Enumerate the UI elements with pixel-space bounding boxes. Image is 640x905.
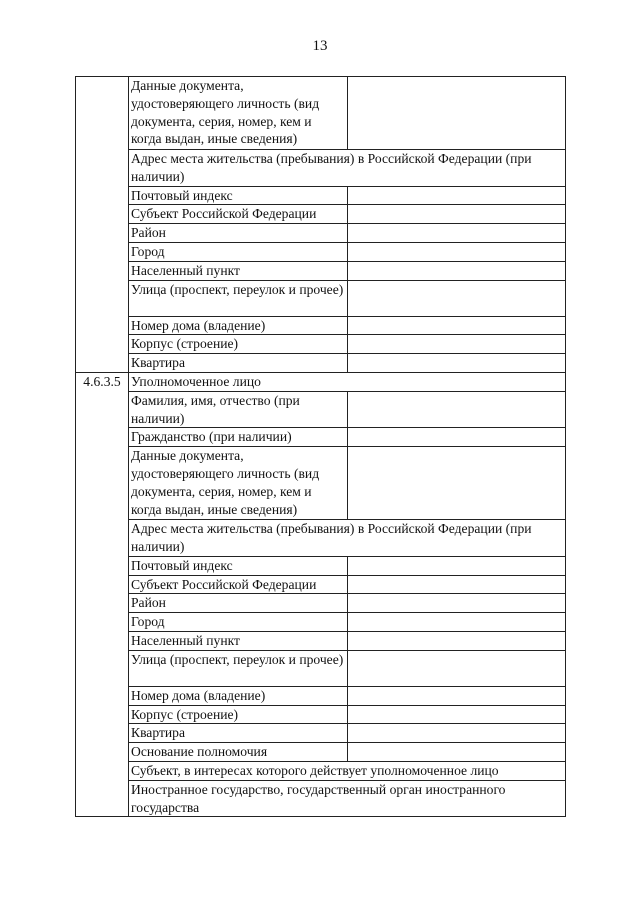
label-district: Район bbox=[129, 224, 348, 243]
field-settlement[interactable] bbox=[348, 261, 566, 280]
field-street-2[interactable] bbox=[348, 650, 566, 686]
label-district-2: Район bbox=[129, 594, 348, 613]
field-postal-index-2[interactable] bbox=[348, 556, 566, 575]
label-apartment: Квартира bbox=[129, 354, 348, 373]
label-fio: Фамилия, имя, отчество (при наличии) bbox=[129, 391, 348, 428]
row-number-cell bbox=[76, 77, 129, 373]
label-building-2: Корпус (строение) bbox=[129, 705, 348, 724]
label-building: Корпус (строение) bbox=[129, 335, 348, 354]
label-subject: Субъект Российской Федерации bbox=[129, 205, 348, 224]
field-subject-2[interactable] bbox=[348, 575, 566, 594]
field-doc-data[interactable] bbox=[348, 77, 566, 150]
label-city-2: Город bbox=[129, 613, 348, 632]
section-title: Уполномоченное лицо bbox=[129, 372, 566, 391]
label-subject-2: Субъект Российской Федерации bbox=[129, 575, 348, 594]
label-city: Город bbox=[129, 242, 348, 261]
field-city[interactable] bbox=[348, 242, 566, 261]
field-fio[interactable] bbox=[348, 391, 566, 428]
label-apartment-2: Квартира bbox=[129, 724, 348, 743]
label-foreign-state: Иностранное государство, государственный орган иностранного государства bbox=[129, 780, 566, 817]
section-number: 4.6.3.5 bbox=[76, 372, 129, 816]
label-basis: Основание полномочия bbox=[129, 743, 348, 762]
label-settlement-2: Населенный пункт bbox=[129, 631, 348, 650]
field-building[interactable] bbox=[348, 335, 566, 354]
label-street: Улица (проспект, переулок и прочее) bbox=[129, 280, 348, 316]
field-settlement-2[interactable] bbox=[348, 631, 566, 650]
field-basis[interactable] bbox=[348, 743, 566, 762]
label-citizenship: Гражданство (при наличии) bbox=[129, 428, 348, 447]
label-postal-index: Почтовый индекс bbox=[129, 186, 348, 205]
field-postal-index[interactable] bbox=[348, 186, 566, 205]
field-citizenship[interactable] bbox=[348, 428, 566, 447]
label-house: Номер дома (владение) bbox=[129, 316, 348, 335]
field-building-2[interactable] bbox=[348, 705, 566, 724]
field-doc-data-2[interactable] bbox=[348, 447, 566, 520]
field-district[interactable] bbox=[348, 224, 566, 243]
label-street-2: Улица (проспект, переулок и прочее) bbox=[129, 650, 348, 686]
field-subject[interactable] bbox=[348, 205, 566, 224]
label-settlement: Населенный пункт bbox=[129, 261, 348, 280]
field-city-2[interactable] bbox=[348, 613, 566, 632]
field-apartment[interactable] bbox=[348, 354, 566, 373]
page-number: 13 bbox=[312, 38, 328, 54]
field-apartment-2[interactable] bbox=[348, 724, 566, 743]
field-house-2[interactable] bbox=[348, 686, 566, 705]
label-address-header: Адрес места жительства (пребывания) в Российской Федерации (при наличии) bbox=[129, 150, 566, 187]
label-house-2: Номер дома (владение) bbox=[129, 686, 348, 705]
field-street[interactable] bbox=[348, 280, 566, 316]
label-postal-index-2: Почтовый индекс bbox=[129, 556, 348, 575]
label-doc-data-2: Данные документа, удостоверяющего личность (вид документа, серия, номер, кем и когда выдан, иные сведения) bbox=[129, 447, 348, 520]
form-table bbox=[75, 76, 566, 817]
label-address-header-2: Адрес места жительства (пребывания) в Российской Федерации (при наличии) bbox=[129, 520, 566, 557]
field-house[interactable] bbox=[348, 316, 566, 335]
label-doc-data: Данные документа, удостоверяющего личность (вид документа, серия, номер, кем и когда выдан, иные сведения) bbox=[129, 77, 348, 150]
field-district-2[interactable] bbox=[348, 594, 566, 613]
label-subject-interest: Субъект, в интересах которого действует уполномоченное лицо bbox=[129, 761, 566, 780]
